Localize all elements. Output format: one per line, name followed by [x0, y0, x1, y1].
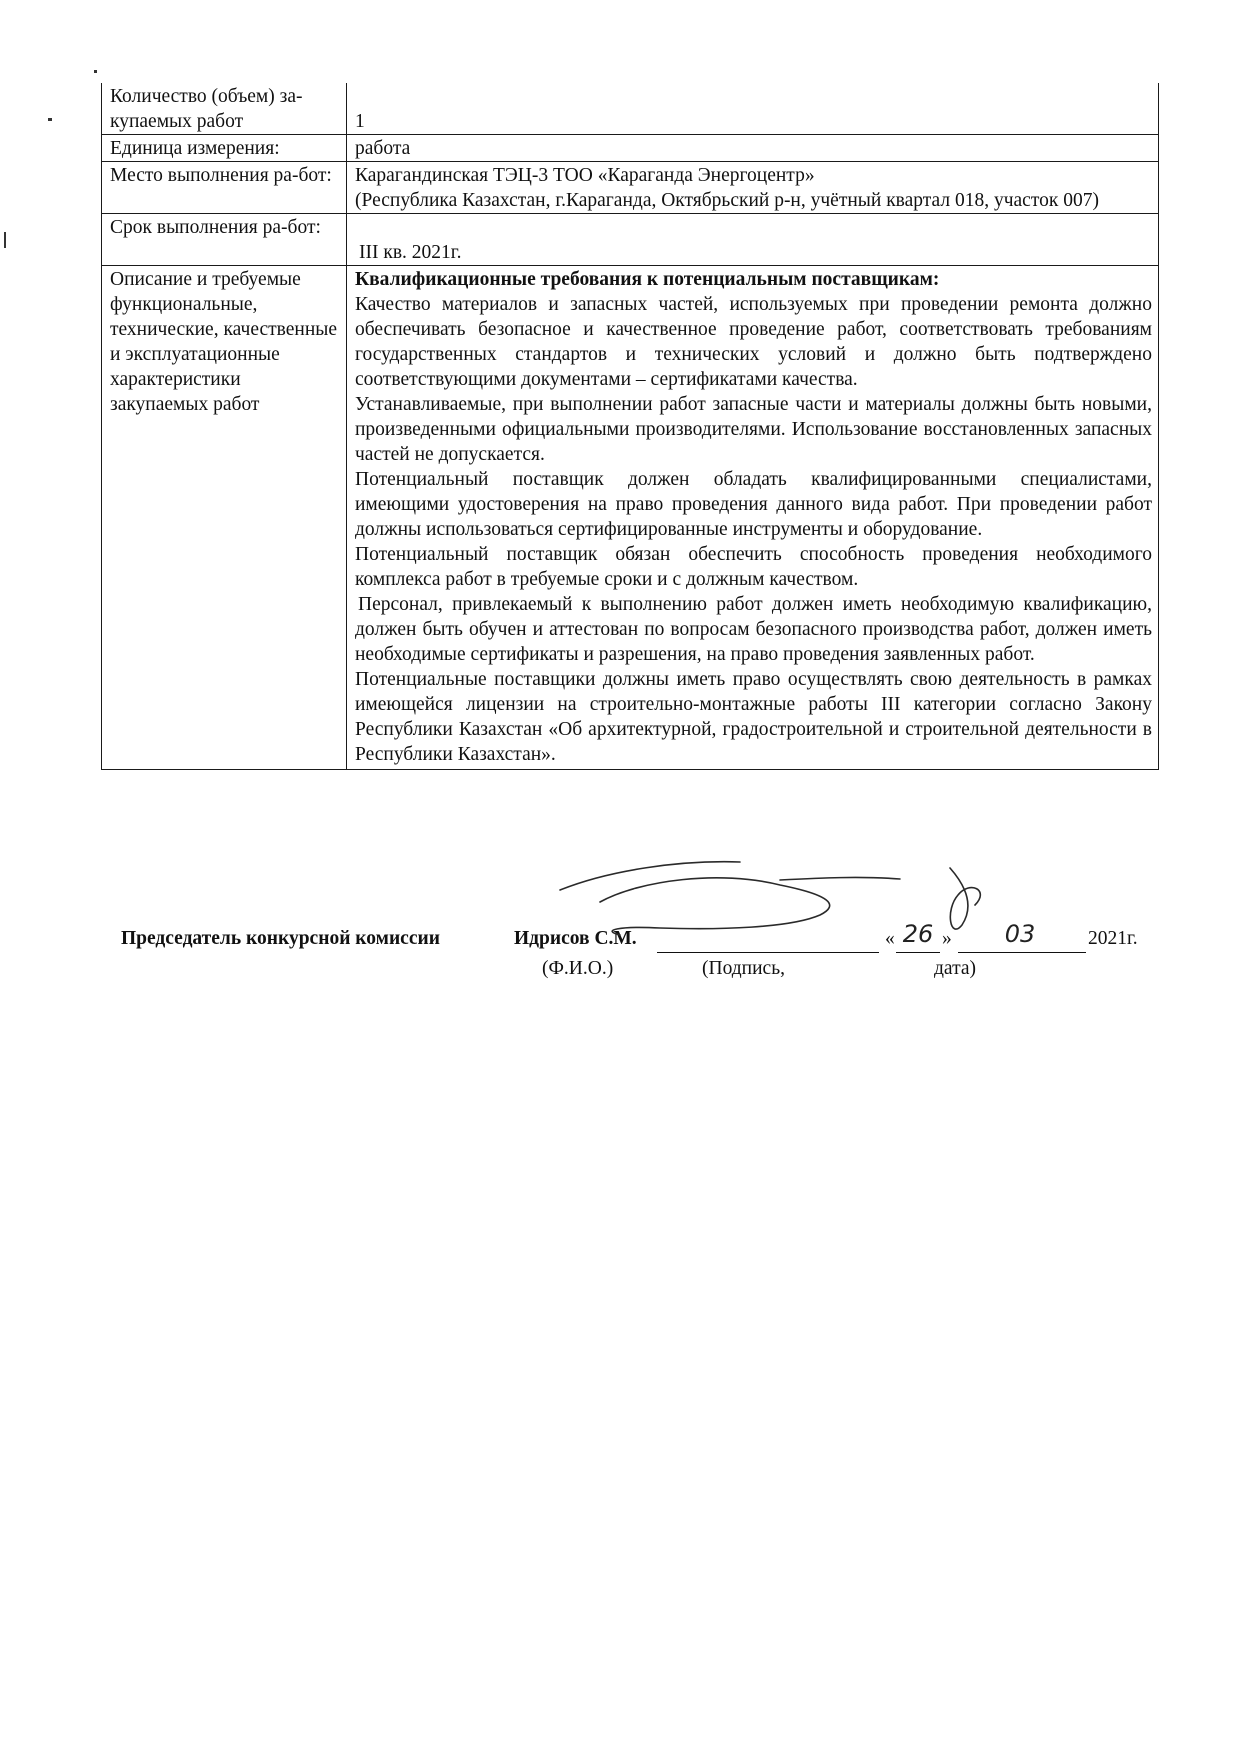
requirement-paragraph: Потенциальные поставщики должны иметь право осуществлять свою деятельность в рамках имеющейся лицензии на строительно-монтажные работы III категории согласно Закону Республики Казахстан «Об архитектурной, градостроительной и строительной деятельности в Республики Казахстан». — [355, 669, 1152, 765]
row-value-location — [347, 162, 1159, 214]
requirements-title: Квалификационные требования к потенциальным поставщикам: — [355, 269, 940, 290]
handwritten-month: 03 — [1004, 920, 1036, 948]
location-line: (Республика Казахстан, г.Караганда, Октябрьский р-н, учётный квартал 018, участок 007) — [355, 190, 1099, 211]
row-value-quantity: 1 — [347, 83, 1159, 135]
signature-block — [0, 920, 1240, 1010]
requirement-paragraph: Потенциальный поставщик обязан обеспечить способность проведения необходимого комплекса работ в требуемые сроки и с должным качеством. — [355, 544, 1152, 590]
quote-open: « — [885, 928, 895, 949]
row-label-description: Описание и требуемые функциональные, технические, качественные и эксплуатационные характеристики закупаемых работ — [102, 266, 347, 770]
year: 2021г. — [1088, 928, 1138, 949]
signature-line — [657, 952, 879, 953]
requirement-paragraph: Качество материалов и запасных частей, используемых при проведении ремонта должно обеспечивать безопасное и качественное проведение работ, соответствовать требованиям государственных стандартов и технических условий и должно быть подтверждено соответствующими документами – сертификатами качества. — [355, 294, 1152, 390]
table-row — [102, 266, 1159, 770]
handwritten-day: 26 — [902, 920, 934, 948]
row-label-unit: Единица измерения: — [102, 135, 347, 162]
fio-caption: (Ф.И.О.) — [542, 958, 614, 979]
row-value-term: III кв. 2021г. — [347, 214, 1159, 266]
scan-artifact — [94, 70, 97, 73]
scan-artifact — [4, 232, 6, 248]
scan-artifact — [48, 118, 52, 121]
requirement-paragraph: Персонал, привлекаемый к выполнению работ должен иметь необходимую квалификацию, должен быть обучен и аттестован по вопросам безопасного производства работ, должен иметь необходимые сертификаты и разрешения, на право проведения заявленных работ. — [355, 594, 1152, 665]
date-caption: дата) — [934, 958, 976, 979]
row-label-term: Срок выполнения ра-бот: — [102, 214, 347, 266]
table-row — [102, 135, 1159, 162]
signature-caption: (Подпись, — [702, 958, 785, 979]
table-row — [102, 214, 1159, 266]
chair-label: Председатель конкурсной комиссии — [121, 928, 440, 949]
row-label-quantity: Количество (объем) за-купаемых работ — [102, 83, 347, 135]
requirement-paragraph: Устанавливаемые, при выполнении работ запасные части и материалы должны быть новыми, произведенными официальными производителями. Использование восстановленных запасных частей не допускается. — [355, 394, 1152, 465]
requirement-paragraph: Потенциальный поставщик должен обладать квалифицированными специалистами, имеющими удостоверения на право проведения данного вида работ. При проведении работ должны использоваться сертифицированные инструменты и оборудование. — [355, 469, 1152, 540]
table-row — [102, 162, 1159, 214]
row-label-location: Место выполнения ра-бот: — [102, 162, 347, 214]
specification-table — [101, 83, 1159, 770]
day-line — [896, 952, 940, 953]
location-line: Карагандинская ТЭЦ-3 ТОО «Караганда Энергоцентр» — [355, 165, 815, 186]
row-value-requirements — [347, 266, 1159, 770]
quote-close: » — [942, 928, 952, 949]
chair-name: Идрисов С.М. — [514, 928, 637, 949]
row-value-unit: работа — [347, 135, 1159, 162]
month-line — [958, 952, 1086, 953]
table-row — [102, 83, 1159, 135]
